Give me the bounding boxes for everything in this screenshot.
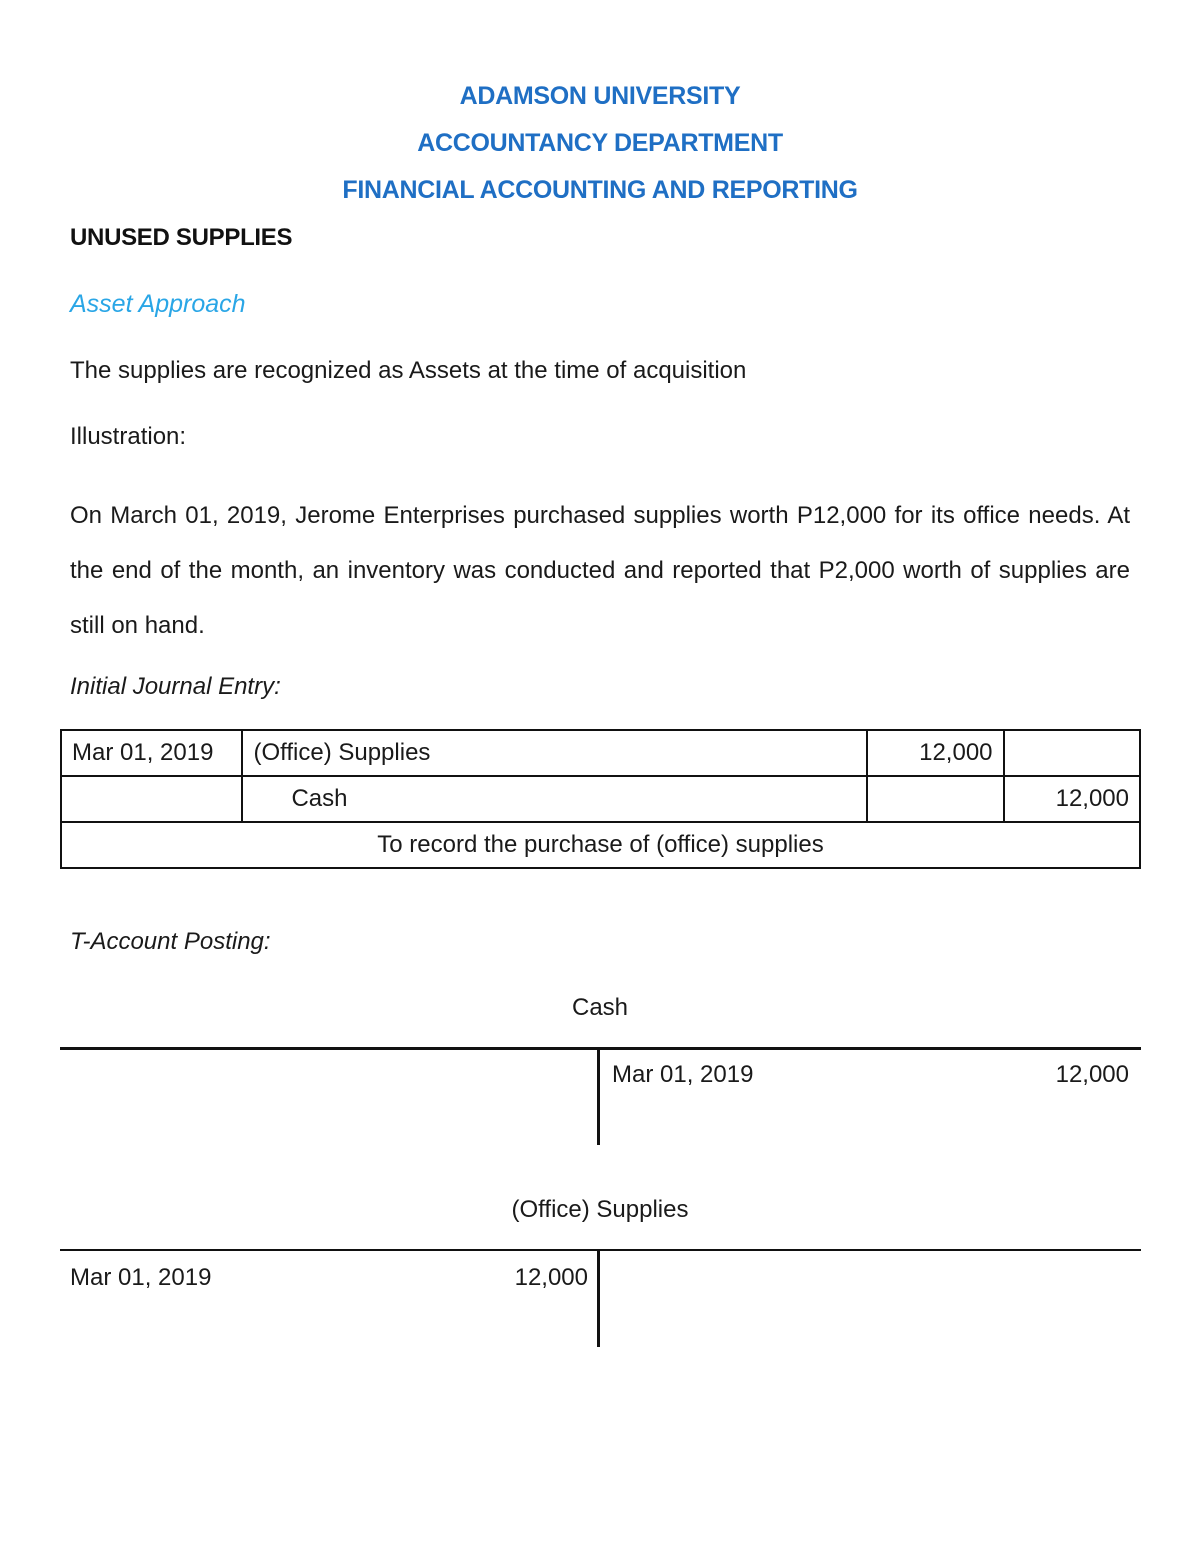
journal-debit-cell [867,776,1003,822]
journal-date-cell [61,776,242,822]
supplies-t-account-top-line [60,1249,1141,1251]
supplies-debit-amount: 12,000 [514,1264,588,1291]
journal-memo-cell: To record the purchase of (office) supplies [61,822,1140,868]
journal-entry-table [60,729,1141,869]
journal-credit-cell: 12,000 [1004,776,1140,822]
supplies-t-account-divider [597,1249,600,1347]
illustration-label: Illustration: [70,423,187,450]
supplies-t-account-title: (Office) Supplies [511,1196,689,1223]
table-row [61,776,1140,822]
journal-account-cell: (Office) Supplies [242,730,867,776]
cash-credit-amount: 12,000 [1055,1061,1129,1088]
illustration-paragraph: On March 01, 2019, Jerome Enterprises purchased supplies worth P12,000 for its office needs. At the end of the month, an inventory was conducted and reported that P2,000 worth of supplies are still on hand. [70,502,1130,639]
t-account-label: T-Account Posting: [70,928,271,955]
journal-debit-cell: 12,000 [867,730,1003,776]
table-row [61,730,1140,776]
cash-credit-date: Mar 01, 2019 [612,1061,754,1088]
header-course: FINANCIAL ACCOUNTING AND REPORTING [342,176,858,204]
table-row [61,822,1140,868]
cash-t-account-divider [597,1047,600,1145]
statement-text: The supplies are recognized as Assets at the time of acquisition [70,357,747,384]
cash-t-account-title: Cash [571,994,629,1021]
journal-entry-label: Initial Journal Entry: [70,673,281,700]
header-university: ADAMSON UNIVERSITY [459,82,741,110]
section-title: UNUSED SUPPLIES [70,224,293,251]
cash-t-account-top-line [60,1047,1141,1050]
journal-account-cell: Cash [242,776,867,822]
approach-heading: Asset Approach [70,290,246,318]
journal-credit-cell [1004,730,1140,776]
journal-date-cell: Mar 01, 2019 [61,730,242,776]
supplies-debit-date: Mar 01, 2019 [70,1264,212,1291]
header-department: ACCOUNTANCY DEPARTMENT [417,129,783,157]
